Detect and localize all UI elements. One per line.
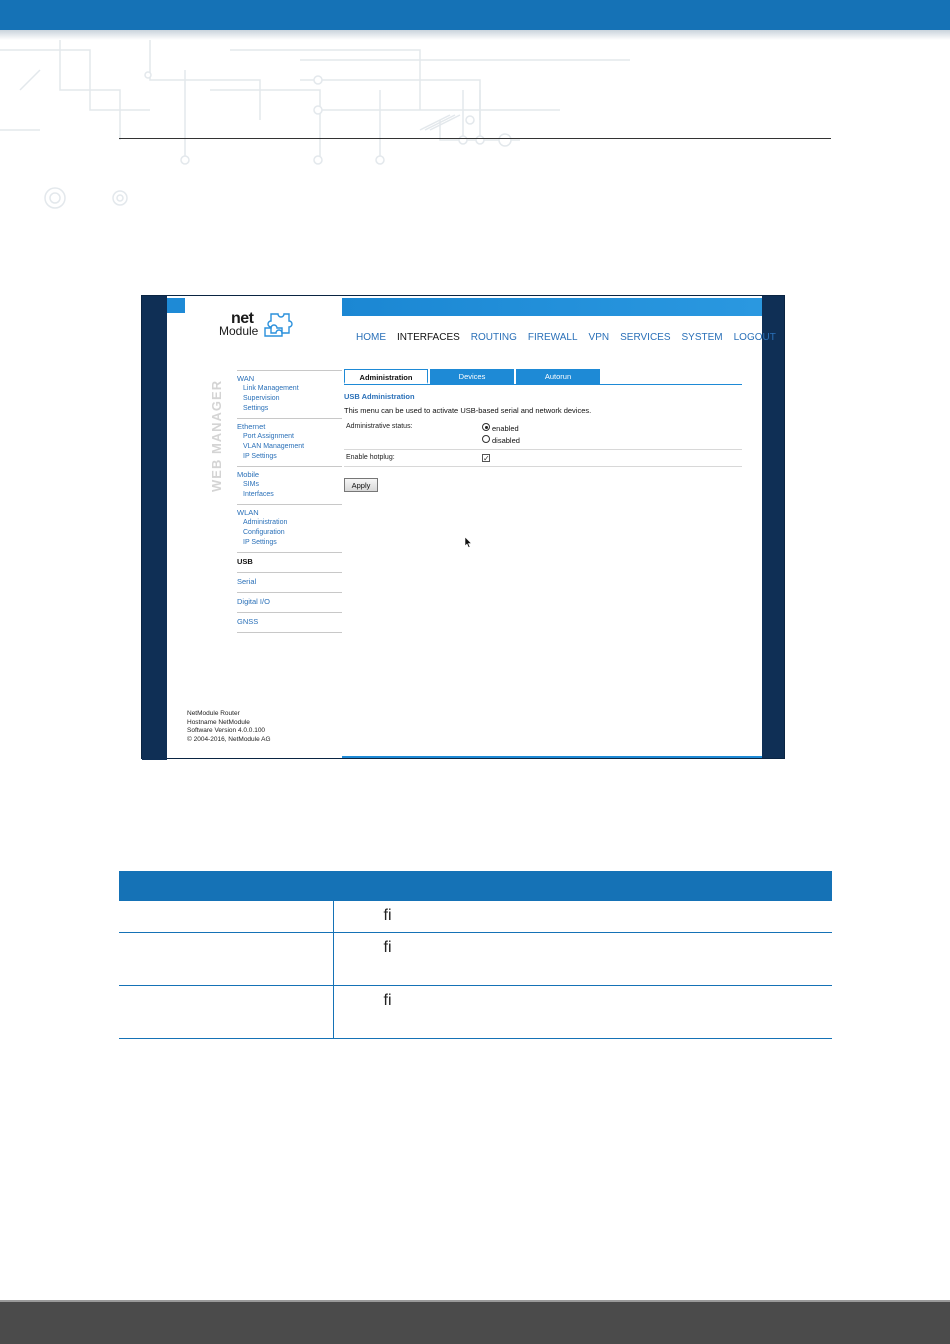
sidebar-corner-accent bbox=[167, 298, 185, 313]
sidebar-item-serial[interactable]: Serial bbox=[237, 577, 257, 586]
table-cell-parameter bbox=[119, 932, 333, 985]
apply-button[interactable]: Apply bbox=[344, 478, 378, 492]
web-manager-title-text: WEB MANAGER bbox=[209, 379, 224, 492]
table-cell-description: fi bbox=[333, 985, 832, 1038]
page-footer-bar bbox=[0, 1300, 950, 1344]
sidebar-item-wan-settings[interactable]: Settings bbox=[243, 405, 269, 412]
section-title: USB Administration bbox=[344, 392, 415, 401]
page-header-bar bbox=[0, 0, 950, 30]
header-cell-description bbox=[333, 871, 832, 901]
sidebar-nav bbox=[237, 370, 352, 633]
parameter-table-header bbox=[119, 871, 832, 901]
sidebar-item-interfaces[interactable]: Interfaces bbox=[243, 491, 274, 498]
footer-copyright: © 2004-2016, NetModule AG bbox=[187, 735, 271, 743]
sidebar-item-vlan-management[interactable]: VLAN Management bbox=[243, 443, 305, 450]
hotplug-checkbox[interactable]: ✓ bbox=[483, 454, 490, 463]
tab-underline bbox=[344, 384, 742, 385]
hotplug-label: Enable hotplug: bbox=[346, 454, 395, 461]
logo-net-text: net bbox=[231, 310, 254, 327]
nav-group-digital-io bbox=[237, 592, 352, 612]
table-row bbox=[119, 932, 832, 985]
mouse-pointer-icon bbox=[465, 537, 472, 548]
table-cell-description: fi bbox=[333, 932, 832, 985]
nav-group-wan bbox=[237, 370, 352, 418]
nav-interfaces[interactable]: INTERFACES bbox=[397, 332, 460, 343]
sidebar-item-wan[interactable]: WAN bbox=[237, 374, 255, 383]
section-description: This menu can be used to activate USB-based serial and network devices. bbox=[344, 406, 592, 415]
circuit-decoration bbox=[0, 30, 640, 220]
nav-home[interactable]: HOME bbox=[356, 332, 386, 343]
radio-disabled-label: disabled bbox=[492, 436, 520, 445]
main-top-bar bbox=[342, 298, 762, 316]
footer-hostname: Hostname NetModule bbox=[187, 718, 250, 726]
table-cell-description: fi bbox=[333, 901, 832, 932]
table-cell-parameter bbox=[119, 985, 333, 1038]
sidebar-item-ethernet-ip-settings[interactable]: IP Settings bbox=[243, 453, 277, 460]
web-manager-vertical-title bbox=[209, 372, 225, 492]
table-row bbox=[119, 985, 832, 1038]
sidebar-item-wlan-administration[interactable]: Administration bbox=[243, 519, 288, 526]
sidebar-item-ethernet[interactable]: Ethernet bbox=[237, 422, 266, 431]
frame-stripe-left bbox=[142, 296, 167, 760]
sidebar-item-link-management[interactable]: Link Management bbox=[243, 385, 299, 392]
sidebar-item-port-assignment[interactable]: Port Assignment bbox=[243, 433, 294, 440]
header-rule bbox=[119, 138, 831, 139]
radio-disabled[interactable] bbox=[482, 435, 490, 443]
netmodule-logo[interactable] bbox=[219, 310, 309, 346]
header-cell-parameter bbox=[119, 871, 333, 901]
nav-logout[interactable]: LOGOUT bbox=[733, 332, 776, 343]
nav-group-ethernet bbox=[237, 418, 352, 466]
tab-administration[interactable]: Administration bbox=[344, 369, 428, 384]
nav-group-wlan bbox=[237, 504, 352, 552]
nav-routing[interactable]: ROUTING bbox=[470, 332, 517, 343]
table-row bbox=[119, 901, 832, 932]
sidebar-item-sims[interactable]: SIMs bbox=[243, 481, 259, 488]
nav-group-gnss bbox=[237, 612, 352, 633]
radio-enabled[interactable] bbox=[482, 423, 490, 431]
sidebar-item-digital-io[interactable]: Digital I/O bbox=[237, 597, 270, 606]
web-manager-screenshot bbox=[141, 295, 785, 759]
sidebar-item-gnss[interactable]: GNSS bbox=[237, 617, 259, 626]
admin-status-label: Administrative status: bbox=[346, 423, 413, 430]
radio-enabled-label: enabled bbox=[492, 424, 519, 433]
nav-group-usb bbox=[237, 552, 352, 572]
main-bottom-line bbox=[342, 756, 762, 758]
sidebar-item-supervision[interactable]: Supervision bbox=[243, 395, 280, 402]
sidebar bbox=[167, 296, 342, 758]
nav-system[interactable]: SYSTEM bbox=[681, 332, 723, 343]
tab-devices[interactable]: Devices bbox=[430, 369, 514, 384]
sidebar-item-wlan-configuration[interactable]: Configuration bbox=[243, 529, 285, 536]
logo-module-text: Module bbox=[219, 324, 259, 338]
table-cell-parameter bbox=[119, 901, 333, 932]
system-info-footer bbox=[187, 710, 271, 744]
puzzle-icon bbox=[263, 310, 297, 344]
footer-product: NetModule Router bbox=[187, 710, 240, 717]
top-navigation bbox=[356, 332, 787, 343]
sidebar-item-wlan[interactable]: WLAN bbox=[237, 508, 259, 517]
nav-firewall[interactable]: FIREWALL bbox=[527, 332, 578, 343]
footer-software-version: Software Version 4.0.0.100 bbox=[187, 727, 266, 734]
nav-vpn[interactable]: VPN bbox=[588, 332, 610, 343]
main-panel bbox=[342, 296, 776, 758]
tab-autorun[interactable]: Autorun bbox=[516, 369, 600, 384]
tab-bar bbox=[344, 369, 602, 384]
nav-group-serial bbox=[237, 572, 352, 592]
hotplug-row bbox=[344, 451, 742, 467]
sidebar-item-mobile[interactable]: Mobile bbox=[237, 470, 260, 479]
sidebar-item-usb[interactable]: USB bbox=[237, 557, 253, 566]
admin-status-row bbox=[344, 420, 742, 450]
nav-services[interactable]: SERVICES bbox=[620, 332, 671, 343]
sidebar-item-wlan-ip-settings[interactable]: IP Settings bbox=[243, 539, 277, 546]
parameter-table bbox=[119, 871, 832, 1039]
nav-group-mobile bbox=[237, 466, 352, 504]
